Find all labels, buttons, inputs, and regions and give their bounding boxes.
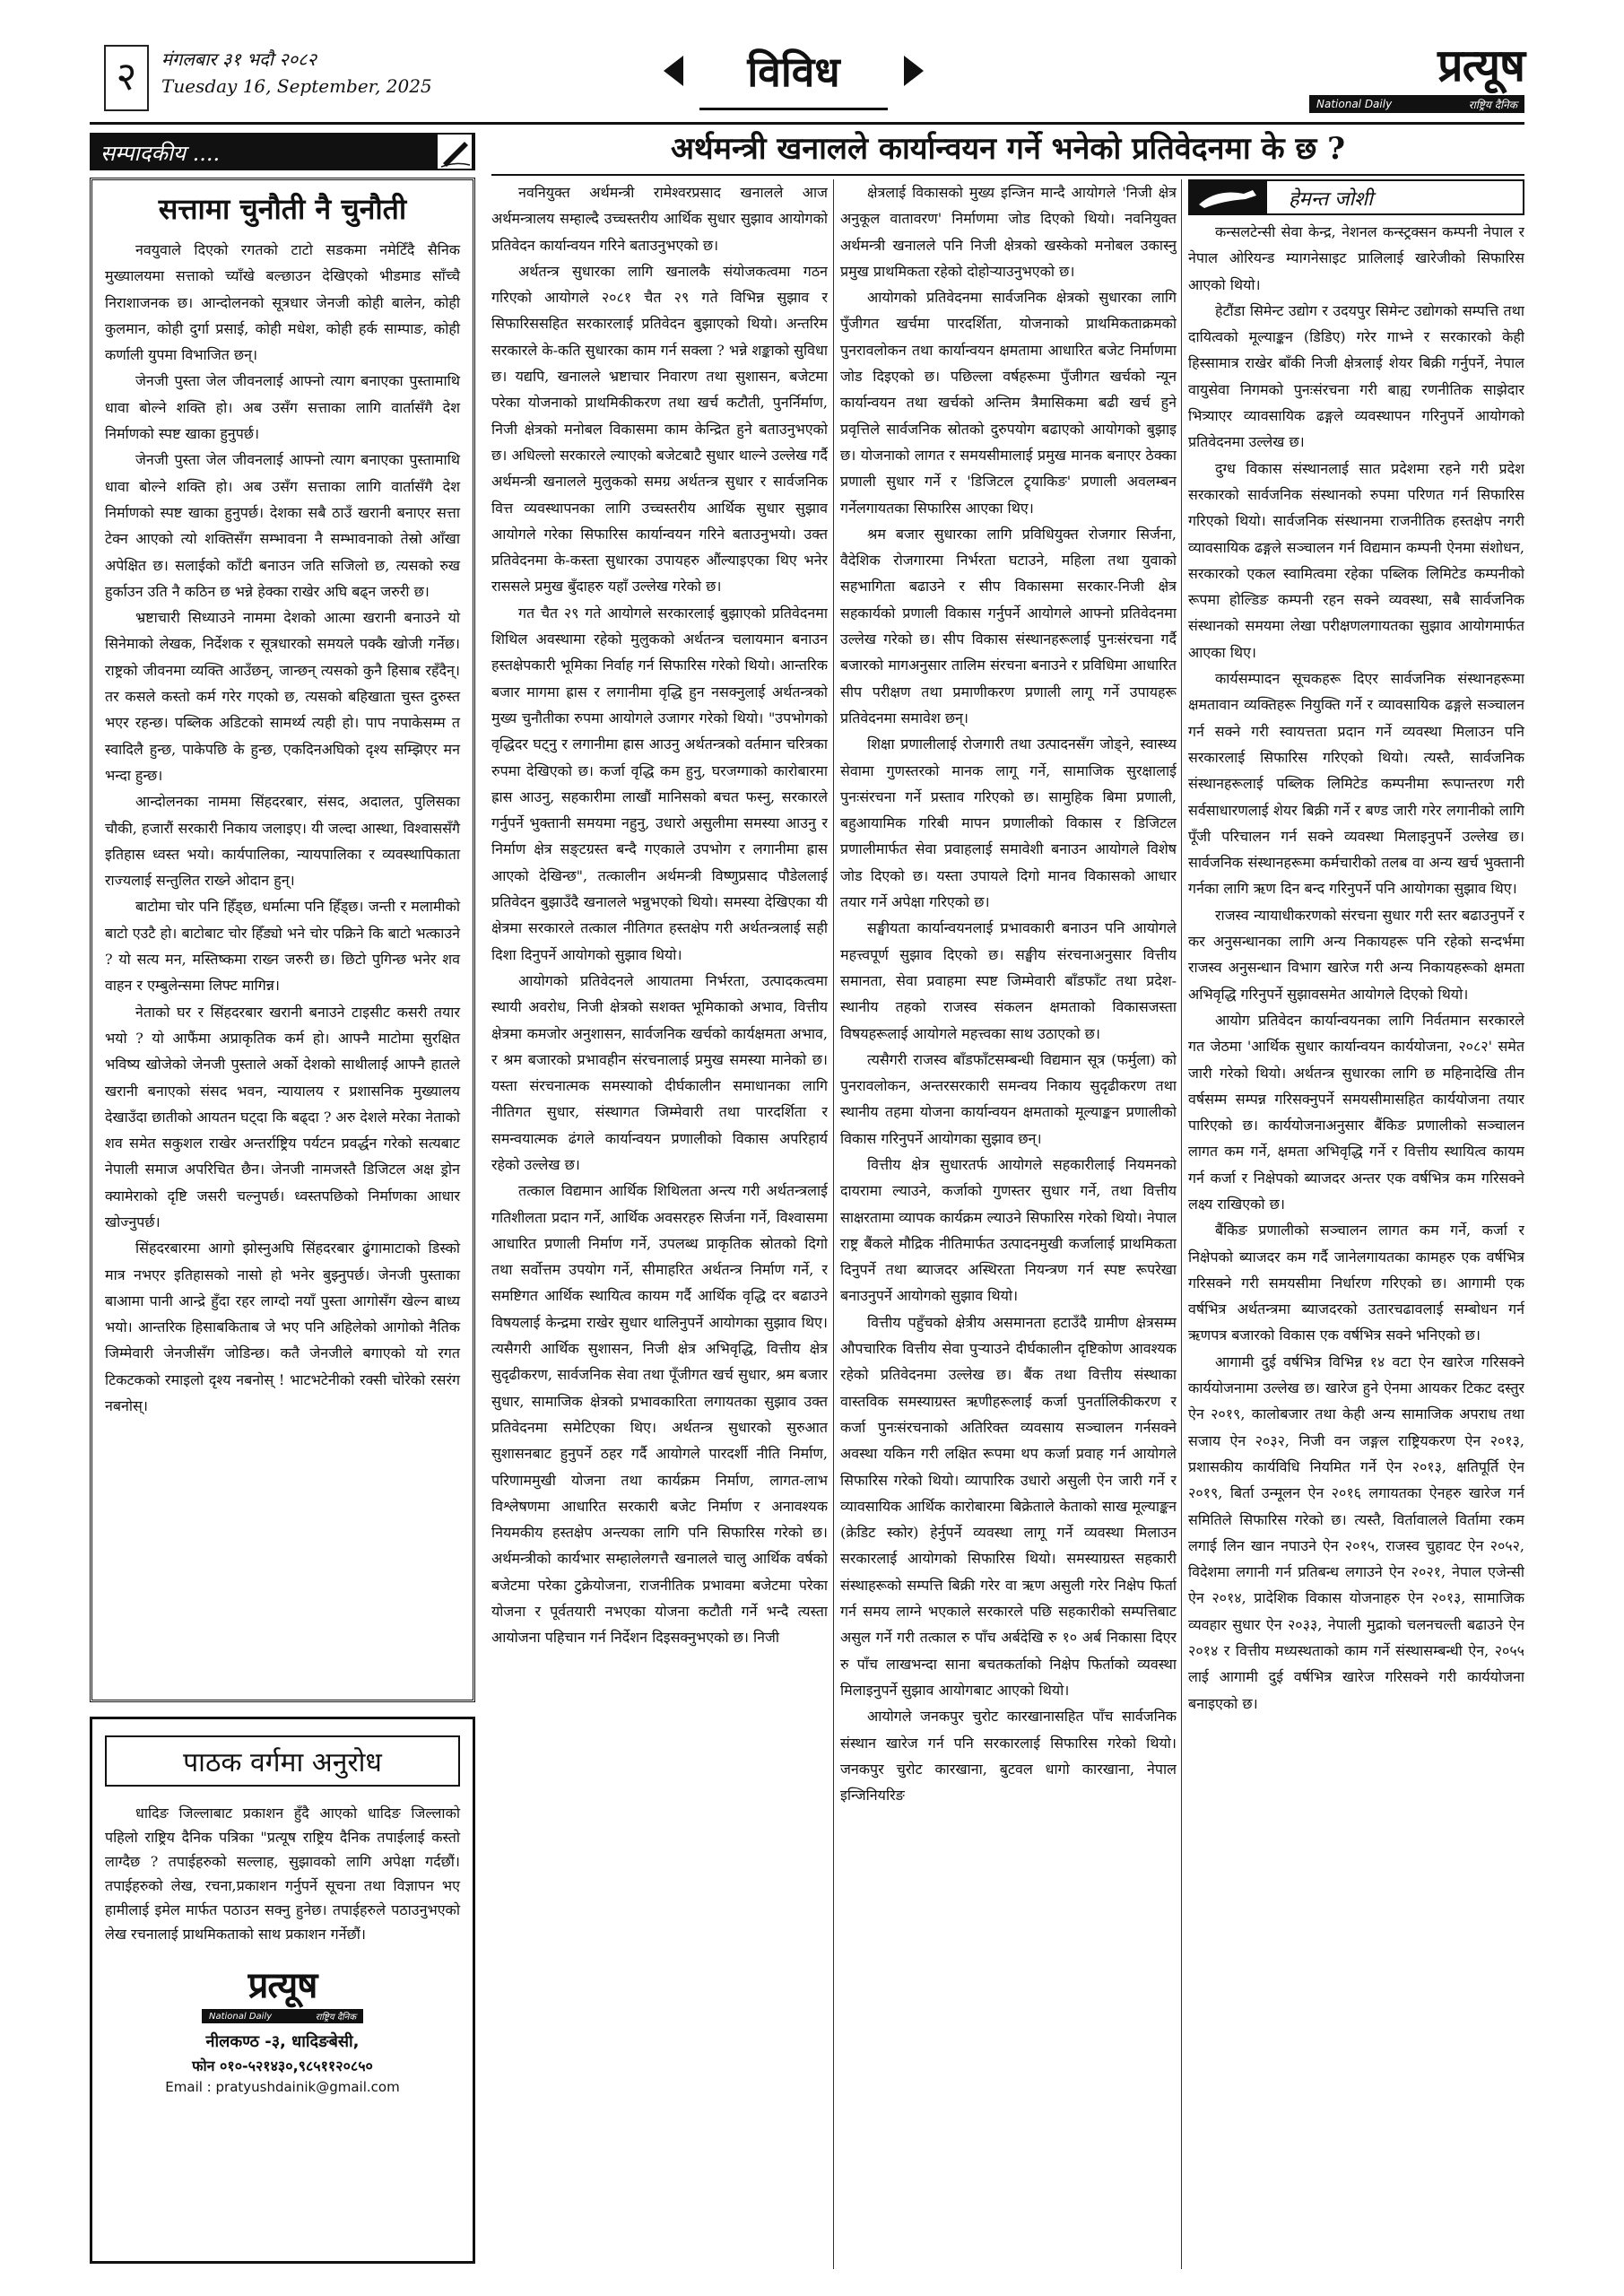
article-paragraph: वित्तीय क्षेत्र सुधारतर्फ आयोगले सहकारीलाई नियमनको दायरामा ल्याउने, कर्जाको गुणस्तर सुधार गर्ने, तथा वित्तीय साक्षरतामा व्यापक कार्यक्रम ल्याउने सिफारिस गरेको थियो। नेपाल राष्ट्र बैंकले मौद्रिक नीतिमार्फत उत्पादनमुखी कर्जालाई प्राथमिकता दिनुपर्ने तथा ब्याजदर अस्थिरता नियन्त्रण गर्न स्पष्ट रूपरेखा बनाउनुपर्ने आयोगको सुझाव थियो। <box>840 1155 1177 1305</box>
reader-request-title: पाठक वर्गमा अनुरोध <box>105 1735 460 1787</box>
editorial-title: सत्तामा चुनौती नै चुनौती <box>158 192 407 226</box>
article-headline: अर्थमन्त्री खनालले कार्यान्वयन गर्ने भनेको प्रतिवेदनमा के छ ? <box>670 131 1346 167</box>
article-paragraph: तत्काल विद्यमान आर्थिक शिथिलता अन्त्य गरी अर्थतन्त्रलाई गतिशीलता प्रदान गर्ने, आर्थिक अवसरहरु सिर्जना गर्ने, विश्वासमा आधारित प्रणाली निर्माण गर्ने, उपलब्ध प्राकृतिक स्रोतको दिगो तथा सर्वोत्तम उपयोग गर्ने, सीमाहरित अर्थतन्त्र निर्माण गर्ने, र समष्टिगत आर्थिक स्थायित्व कायम गर्दै आर्थिक वृद्धि दर बढाउने विषयलाई केन्द्रमा राखेर सुधार थालिनुपर्ने आयोगका सुझाव थिए। त्यसैगरी आर्थिक सुशासन, निजी क्षेत्र अभिवृद्धि, वित्तीय क्षेत्र सुदृढीकरण, सार्वजनिक सेवा तथा पूँजीगत खर्च सुधार, श्रम बजार सुधार, सामाजिक क्षेत्रको प्रभावकारिता लगायतका सुझाव उक्त प्रतिवेदनमा समेटिएका थिए। अर्थतन्त्र सुधारको सुरुआत सुशासनबाट हुनुपर्ने ठहर गर्दै आयोगले पारदर्शी नीति निर्माण, परिणाममुखी योजना तथा कार्यक्रम निर्माण, लागत-लाभ विश्लेषणमा आधारित सरकारी बजेट निर्माण र अनावश्यक नियमकीय हस्तक्षेप अन्त्यका लागि पनि सिफारिस गरेको छ। अर्थमन्त्रीको कार्यभार सम्हालेलगत्तै खनालले चालु आर्थिक वर्षको बजेटमा परेका टुक्रेयोजना, राजनीतिक प्रभावमा बजेटमा परेका योजना र पूर्वतयारी नभएका योजना कटौती गर्ने भन्दै त्यस्ता आयोजना पहिचान गर्न निर्देशन दिइसक्नुभएको छ। निजी <box>491 1182 828 1647</box>
article-paragraph: बैंकिङ प्रणालीको सञ्चालन लागत कम गर्ने, कर्जा र निक्षेपको ब्याजदर कम गर्दै जानेलगायतका कामहरु एक वर्षभित्र गरिसक्ने गरी समयसीमा निर्धारण गरिएको छ। आगामी एक वर्षभित्र अर्थतन्त्रमा ब्याजदरको उतारचढावलाई सम्बोधन गर्न ऋणपत्र बजारको विकास एक वर्षभित्र सक्ने भनिएको छ। <box>1188 1222 1524 1344</box>
page-header <box>90 36 1524 118</box>
article-paragraph: कन्सलटेन्सी सेवा केन्द्र, नेशनल कन्स्ट्रक्सन कम्पनी नेपाल र नेपाल ओरियन्ड म्यागनेसाइट प्रालिलाई खारेजीको सिफारिस आएको थियो। <box>1188 223 1524 293</box>
page-number: २ <box>104 45 149 111</box>
masthead-logo <box>1309 39 1524 113</box>
headline-rule <box>491 174 1524 176</box>
article-paragraph: सङ्घीयता कार्यान्वयनलाई प्रभावकारी बनाउन पनि आयोगले महत्त्वपूर्ण सुझाव दिएको छ। सङ्घीय संरचनाअनुसार वित्तीय समानता, सेवा प्रवाहमा स्पष्ट जिम्मेवारी बाँडफाँट तथा प्रदेश-स्थानीय तहको राजस्व संकलन क्षमताको विकासजस्ता विषयहरूलाई आयोगले महत्त्वका साथ उठाएको छ। <box>840 919 1177 1042</box>
section-header <box>664 43 924 115</box>
footer-logo <box>202 1964 363 2023</box>
logo-name: प्रत्यूष <box>248 1964 317 2006</box>
article-paragraph: आयोग प्रतिवेदन कार्यान्वयनका लागि निर्वतमान सरकारले गत जेठमा 'आर्थिक सुधार कार्यान्वयन कार्ययोजना, २०८२' समेत जारी गरेको थियो। अर्थतन्त्र सुधारका लागि छ महिनादेखि तीन वर्षसम्म सम्पन्न गरिसक्नुपर्ने समयसीमासहित कार्ययोजना तयार पारिएको छ। कार्ययोजनाअनुसार बैंकिङ प्रणालीको सञ्चालन लागत कम गर्ने, क्षमता अभिवृद्धि गर्ने र वित्तीय स्थायित्व कायम गर्न कर्जा र निक्षेपको ब्याजदर अन्तर एक वर्षभित्र कम गरिसक्ने लक्ष्य राखिएको छ। <box>1188 1011 1524 1213</box>
article-column-2 <box>840 179 1177 2269</box>
article-paragraph: श्रम बजार सुधारका लागि प्रविधियुक्त रोजगार सिर्जना, वैदेशिक रोजगारमा निर्भरता घटाउने, महिला तथा युवाको सहभागिता बढाउने र सीप विकासमा सरकार-निजी क्षेत्र सहकार्यको प्रणाली विकास गर्नुपर्ने आयोगले आफ्नो प्रतिवेदनमा उल्लेख गरेको छ। सीप विकास संस्थानहरूलाई पुनःसंरचना गर्दै बजारको मागअनुसार तालिम संरचना बनाउने र प्रविधिमा आधारित सीप परीक्षण तथा प्रमाणीकरण प्रणाली लागू गर्ने उपायहरू प्रतिवेदनमा समावेश छन्। <box>840 525 1177 726</box>
article-paragraph: राजस्व न्यायाधीकरणको संरचना सुधार गरी स्तर बढाउनुपर्ने र कर अनुसन्धानका लागि अन्य निकायहरू पनि रहेको सन्दर्भमा राजस्व अनुसन्धान विभाग खारेज गरी अन्य निकायहरूको क्षमता अभिवृद्धि गरिनुपर्ने सुझावसमेत आयोगले दिएको थियो। <box>1188 906 1524 1003</box>
article-paragraph: क्षेत्रलाई विकासको मुख्य इन्जिन मान्दै आयोगले 'निजी क्षेत्र अनुकूल वातावरण' निर्माणमा जोड दिएको थियो। नवनियुक्त अर्थमन्त्री खनालले पनि निजी क्षेत्रको खस्केको मनोबल उकास्नु प्रमुख प्राथमिकता रहेको दोहोऱ्याउनुभएको छ। <box>840 184 1177 280</box>
pen-icon <box>436 135 472 169</box>
logo-tagline <box>202 2009 363 2023</box>
logo-tag-nepali: राष्ट्रिय दैनिक <box>1468 98 1517 111</box>
date-nepali: मंगलबार ३१ भदौ २०८२ <box>161 48 317 70</box>
article-paragraph: हेटौंडा सिमेन्ट उद्योग र उदयपुर सिमेन्ट उद्योगको सम्पत्ति तथा दायित्वको मूल्याङ्कन (डिडिए) गरेर गाभ्ने र सरकारको केही हिस्सामात्र राखेर बाँकी निजी क्षेत्रलाई शेयर बिक्री गर्नुपर्ने, नेपाल वायुसेवा निगमको पुनःसंरचना गरी बाह्य रणनीतिक साझेदार भित्र्याएर व्यावसायिक ढङ्गले व्यवस्थापन गरिनुपर्ने आयोगको प्रतिवेदनमा उल्लेख छ। <box>1188 301 1524 451</box>
editorial-label: सम्पादकीय .... <box>90 133 475 170</box>
header-rule <box>90 122 1524 125</box>
arrow-left-icon <box>664 56 683 86</box>
editorial-paragraph: नेताको घर र सिंहदरबार खरानी बनाउने टाइसीट कसरी तयार भयो ? यो आफैंमा अप्राकृतिक कर्म हो। आफ्नै माटोमा सुरक्षित भविष्य खोजेको जेनजी पुस्ताले अर्को देशको साथीलाई आफ्नै हातले खरानी बनाएको संसद भवन, न्यायालय र प्रशासनिक मुख्यालय देखाउँदा छातीको आयतन घट्दा कि बढ्दा ? अरु देशले मरेका नेताको शव समेत सकुशल राखेर अन्तर्राष्ट्रिय पर्यटन प्रवर्द्धन गरेको सत्यबाट नेपाली समाज अपरिचित छैन। जेनजी नामजस्तै डिजिटल अक्ष ड्रोन क्यामेराको दृष्टि जसरी चल्नुपर्छ। ध्वस्तपछिको निर्माणका आधार खोज्नुपर्छ। <box>105 1003 460 1231</box>
logo-tag-english: National Daily <box>209 2011 273 2022</box>
editorial-paragraph: आन्दोलनका नाममा सिंहदरबार, संसद, अदालत, पुलिसका चौकी, हजारौं सरकारी निकाय जलाइए। यी जल्दा आस्था, विश्वाससँगै इतिहास ध्वस्त भयो। कार्यपालिका, न्यायपालिका र व्यवस्थापिकाता राज्यलाई सन्तुलित राख्ने ओदान हुन्। <box>105 793 460 890</box>
author-name: हेमन्त जोशी <box>1289 188 1373 211</box>
editorial-paragraph: नवयुवाले दिएको रगतको टाटो सडकमा नमेटिँदै सैनिक मुख्यालयमा सत्ताको च्याँखे बल्छाउन देखिएको भीडमाड साँच्चै निराशाजनक छ। आन्दोलनको सूत्रधार जेनजी कोही बालेन, कोही कुलमान, कोही दुर्गा प्रसाई, कोही मधेश, कोही हर्क साम्पाङ, कोही कर्णाली युपमा विभाजित छन्। <box>105 241 460 364</box>
logo-tag-english: National Daily <box>1316 98 1393 110</box>
editorial-body <box>105 237 460 1419</box>
article-column-3 <box>1188 219 1524 2269</box>
article-paragraph: आगामी दुई वर्षभित्र विभिन्न १४ वटा ऐन खारेज गरिसक्ने कार्ययोजनामा उल्लेख छ। खारेज हुने ऐनमा आयकर टिकट दस्तुर ऐन २०१९, कालोबजार तथा केही अन्य सामाजिक अपराध तथा सजाय ऐन २०३२, निजी वन जङ्गल राष्ट्रियकरण ऐन २०१३, प्रशासकीय कार्यविधि नियमित गर्ने ऐन २०१३, क्षतिपूर्ति ऐन २०१९, बिर्ता उन्मूलन ऐन २०१६ लगायतका ऐनहरु खारेज गर्न समितिले सिफारिस गरेको छ। त्यस्तै, विर्तावालले विर्तामा रकम लगाई लिन खान नपाउने ऐन २०१५, राजस्व चुहावट ऐन २०५२, विदेशमा लगानी गर्न प्रतिबन्ध लगाउने ऐन २०२१, नेपाल एजेन्सी ऐन २०१४, प्रादेशिक विकास योजनाहरु ऐन २०१३, सामाजिक व्यवहार सुधार ऐन २०३३, नेपाली मुद्राको चलनचल्ती बढाउने ऐन २०१४ र वित्तीय मध्यस्थताको काम गर्ने संस्थासम्बन्धी ऐन, २०५५ लाई आगामी दुई वर्षभित्र खारेज गरिसक्ने गरी कार्ययोजना बनाइएको छ। <box>1188 1352 1524 1712</box>
logo-name: प्रत्यूष <box>1437 39 1524 91</box>
editorial-box <box>90 178 475 1702</box>
email-link[interactable]: Email : pratyushdainik@gmail.com <box>165 2079 400 2095</box>
editorial-paragraph: बाटोमा चोर पनि हिँड्छ, धर्मात्मा पनि हिँड्छ। जन्ती र मलामीको बाटो एउटै हो। बाटोबाट चोर हिँड्यो भने चोर पक्रिने कि बाटो भत्काउने ? यो सत्य मन, मस्तिष्कमा राख्न जरुरी छ। छिटो पुगिन्छ भनेर शव वाहन र एम्बुलेन्समा लिफ्ट मागिन्न। <box>105 898 460 995</box>
author-byline <box>1188 179 1524 215</box>
article-paragraph: कार्यसम्पादन सूचकहरू दिएर सार्वजनिक संस्थानहरूमा क्षमतावान व्यक्तिहरू नियुक्ति गर्ने र व्यावसायिक ढङ्गले सञ्चालन गर्न सक्ने गरी स्वायत्तता प्रदान गर्ने व्यवस्था मिलाउन पनि सरकारलाई सिफारिस गरिएको थियो। त्यस्तै, सार्वजनिक संस्थानहरूलाई पब्लिक लिमिटेड कम्पनीमा रूपान्तरण गरी सर्वसाधारणलाई शेयर बिक्री गर्ने र बण्ड जारी गरेर लगानीको लागि पूँजी परिचालन गर्न सक्ने व्यवस्था मिलाइनुपर्ने उल्लेख छ। सार्वजनिक संस्थानहरूमा कर्मचारीको तलब वा अन्य खर्च भुक्तानी गर्नका लागि ऋण दिन बन्द गरिनुपर्ने पनि आयोगका सुझाव थिए। <box>1188 670 1524 898</box>
article-paragraph: वित्तीय पहुँचको क्षेत्रीय असमानता हटाउँदै ग्रामीण क्षेत्रसम्म औपचारिक वित्तीय सेवा पुऱ्याउने दीर्घकालीन दृष्टिकोण आवश्यक रहेको प्रतिवेदनमा उल्लेख छ। बैंक तथा वित्तीय संस्थाका वास्तविक समस्याग्रस्त ऋणीहरूलाई कर्जा पुनर्तालिकीकरण र कर्जा पुनःसंरचनाको अतिरिक्त व्यवसाय सञ्चालन गर्नसक्ने अवस्था यकिन गरी लक्षित रूपमा थप कर्जा प्रवाह गर्न आयोगले सिफारिस गरेको थियो। व्यापारिक उधारो असुली ऐन जारी गर्ने र व्यावसायिक आर्थिक कारोबारमा बिक्रेताले केताको साख मूल्याङ्कन (क्रेडिट स्कोर) हेर्नुपर्ने व्यवस्था लागू गर्ने व्यवस्था मिलाउन सरकारलाई आयोगको सिफारिस थियो। समस्याग्रस्त सहकारी संस्थाहरूको सम्पत्ति बिक्री गरेर वा ऋण असुली गरेर निक्षेप फिर्ता गर्न समय लाग्ने भएकाले सरकारले पछि सहकारीको सम्पत्तिबाट असुल गर्ने गरी तत्काल रु पाँच अर्बदेखि रु १० अर्ब निकासा दिएर रु पाँच लाखभन्दा साना बचतकर्ताको निक्षेप फिर्ताको व्यवस्था मिलाइनुपर्ने सुझाव आयोगबाट आएको थियो। <box>840 1313 1177 1699</box>
logo-tag-nepali: राष्ट्रिय दैनिक <box>315 2013 356 2022</box>
editorial-paragraph: जेनजी पुस्ता जेल जीवनलाई आफ्नो त्याग बनाएका पुस्तामाथि धावा बोल्ने शक्ति हो। अब उसँग सत्ताका लागि वार्तासँगै देश निर्माणको स्पष्ट खाका हुनुपर्छ। <box>105 372 460 443</box>
phone: फोन ०१०-५२१४३०,९८५११२०८५० <box>192 2057 373 2074</box>
article-paragraph: गत चैत २९ गते आयोगले सरकारलाई बुझाएको प्रतिवेदनमा शिथिल अवस्थामा रहेको मुलुकको अर्थतन्त्र चलायमान बनाउन हस्तक्षेपकारी भूमिका निर्वाह गर्न सिफारिस गरेको थियो। आन्तरिक बजार मागमा ह्रास र लगानीमा वृद्धि हुन नसक्नुलाई अर्थतन्त्रको मुख्य चुनौतीका रुपमा आयोगले उजागर गरेको थियो। "उपभोगको वृद्धिदर घट्नु र लगानीमा ह्रास आउनु अर्थतन्त्रको वर्तमान चरित्रका रुपमा देखिएको छ। कर्जा वृद्धि कम हुनु, घरजग्गाको कारोबारमा ह्रास आउनु, सहकारीमा लाखौं मानिसको बचत फस्नु, सरकारले गर्नुपर्ने भुक्तानी समयमा नहुनु, उधारो असुलीमा समस्या आउनु र निर्माण क्षेत्र सङ्टग्रस्त बन्दै गएकाले उपभोग र लगानीमा ह्रास आएको देखिन्छ", तत्कालीन अर्थमन्त्री विष्णुप्रसाद पौडेललाई प्रतिवेदन बुझाउँदै खनालले भन्नुभएको थियो। समस्या देखिएका यी क्षेत्रमा सरकारले तत्काल नीतिगत हस्तक्षेप गरी अर्थतन्त्रलाई सही दिशा दिनुपर्ने आयोगको सुझाव थियो। <box>491 604 828 963</box>
article-paragraph: त्यसैगरी राजस्व बाँडफाँटसम्बन्धी विद्यमान सूत्र (फर्मुला) को पुनरावलोकन, अन्तरसरकारी समन्वय निकाय सुदृढीकरण तथा स्थानीय तहमा योजना कार्यान्वयन क्षमताको मूल्याङ्कन प्रणालीको विकास गरिनुपर्ने आयोगका सुझाव छन्। <box>840 1050 1177 1147</box>
section-underline <box>699 108 888 110</box>
column-divider <box>1181 179 1182 2269</box>
article-paragraph: नवनियुक्त अर्थमन्त्री रामेश्वरप्रसाद खनालले आज अर्थमन्त्रालय सम्हाल्दै उच्चस्तरीय आर्थिक सुधार सुझाव आयोगको प्रतिवेदन कार्यान्वयन गरिने बताउनुभएको छ। <box>491 184 828 254</box>
address: नीलकण्ठ -३, धादिङबेसी, <box>205 2032 360 2051</box>
article-paragraph: आयोगले जनकपुर चुरोट कारखानासहित पाँच सार्वजनिक संस्थान खारेज गर्न पनि सरकारलाई सिफारिस गरेको थियो। जनकपुर चुरोट कारखाना, बुटवल धागो कारखाना, नेपाल इन्जिनियरिङ <box>840 1708 1177 1805</box>
arrow-right-icon <box>904 56 924 86</box>
section-title: विविध <box>747 48 840 96</box>
editorial-paragraph: सिंहदरबारमा आगो झोस्नुअघि सिंहदरबार ढुंगामाटाको डिस्को मात्र नभएर इतिहासको नासो हो भनेर बुझ्नुपर्छ। जेनजी पुस्ताका बाआमा पानी आन्द्रे हुँदा रहर लाग्दो नयाँ पुस्ता आगोसँग खेल्न बाध्य भयो। आन्तरिक हिसाबकिताब जे भए पनि अहिलेको आगोको नैतिक जिम्मेवारी जेनजीसँग जोडिन्छ। कतै जेनजीले बगाएको यो रगत टिकटकको रमाइलो दृश्य नबनोस् ! भाटभटेनीको रक्सी चोरेको रसरंग नबनोस्। <box>105 1239 460 1415</box>
article-paragraph: दुग्ध विकास संस्थानलाई सात प्रदेशमा रहने गरी प्रदेश सरकारको सार्वजनिक संस्थानको रुपमा परिणत गर्न सिफारिस गरिएको थियो। सार्वजनिक संस्थानमा राजनीतिक हस्तक्षेप नगरी व्यावसायिक ढङ्गले सञ्चालन गर्न विद्यमान कम्पनी ऐनमा संशोधन, सरकारको एकल स्वामित्वमा रहेका पब्लिक लिमिटेड कम्पनीको रूपमा होल्डिङ कम्पनी रहन सक्ने व्यवस्था, सबै सार्वजनिक संस्थानको समयमा लेखा परीक्षणलगायतका सुझाव आयोगमार्फत आएका थिए। <box>1188 459 1524 661</box>
article-paragraph: आयोगको प्रतिवेदनमा सार्वजनिक क्षेत्रको सुधारका लागि पुँजीगत खर्चमा पारदर्शिता, योजनाको प्राथमिकताक्रमको पुनरावलोकन तथा कार्यान्वयन क्षमतामा आधारित बजेट निर्माणमा जोड दिइएको छ। पछिल्ला वर्षहरूमा पुँजीगत खर्चको न्यून कार्यान्वयन तथा खर्चको अन्तिम त्रैमासिकमा बढी खर्च हुने प्रवृत्तिले सार्वजनिक स्रोतको दुरुपयोग बढाएको आयोगको बुझाइ छ। योजनाको लागत र समयसीमालाई प्रमुख मानक बनाएर ठेक्का प्रणाली सुधार गर्ने र 'डिजिटल ट्र्याकिङ' प्रणाली अवलम्बन गर्नेलगायतका सिफारिस आएका थिए। <box>840 289 1177 517</box>
reader-request-box <box>90 1717 475 2264</box>
article-paragraph: अर्थतन्त्र सुधारका लागि खनालकै संयोजकत्वमा गठन गरिएको आयोगले २०८१ चैत २९ गते विभिन्न सुझाव र सिफारिससहित सरकारलाई प्रतिवेदन बुझाएको थियो। अन्तरिम सरकारले के-कति सुधारका काम गर्न सक्ला ? भन्ने शङ्काको सुविधा छ। यद्यपि, खनालले भ्रष्टाचार निवारण तथा सुशासन, बजेटमा परेका योजनाको प्राथमिकीकरण तथा खर्च कटौती, पुनर्निर्माण, निजी क्षेत्रको मनोबल विकासमा काम केन्द्रित हुने बताउनुभएको छ। अधिल्लो सरकारले ल्याएको बजेटबाटै सुधार थाल्ने उल्लेख गर्दै अर्थमन्त्री खनालले मुलुकको समग्र अर्थतन्त्र सुधार र सार्वजनिक वित्त व्यवस्थापनका लागि उच्चस्तरीय आर्थिक सुधार सुझाव आयोगले गरेका सिफारिस कार्यान्वयन गरिने बताउनुभयो। उक्त प्रतिवेदनमा के-कस्ता सुधारका उपायहरु औंल्याइएका थिए भनेर राससले प्रमुख बुँदाहरु यहाँ उल्लेख गरेको छ। <box>491 262 828 596</box>
reader-request-text: धादिङ जिल्लाबाट प्रकाशन हुँदै आएको धादिङ जिल्लाको पहिलो राष्ट्रिय दैनिक पत्रिका "प्रत्यूष राष्ट्रिय दैनिक तपाईलाई कस्तो लाग्दैछ ? तपाईहरुको सल्लाह, सुझावको लागि अपेक्षा गर्दछौं। तपाईहरुको लेख, रचना,प्रकाशन गर्नुपर्ने सूचना तथा विज्ञापन भए हामीलाई इमेल मार्फत पठाउन सक्नु हुनेछ। तपाईहरुले पठाउनुभएको लेख रचनालाई प्राथमिकताको साथ प्रकाशन गर्नेछौं। <box>105 1805 460 1943</box>
editorial-paragraph: जेनजी पुस्ता जेल जीवनलाई आफ्नो त्याग बनाएका पुस्तामाथि धावा बोल्ने शक्ति हो। अब उसँग सत्ताका लागि वार्तासँगै देश निर्माणको स्पष्ट खाका हुनुपर्छ। देशका सबै ठाउँ खरानी बनाएर सत्ता टेक्न आएको त्यो शक्तिसँग सम्भावना नै सम्भावनाको तेस्रो आँखा अपेक्षित छ। सलाईको काँटी बनाउन जति सजिलो छ, त्यसको रुख हुर्काउन उति नै कठिन छ भन्ने हेक्का राखेर अघि बढ्न जरुरी छ। <box>105 451 460 600</box>
date-english: Tuesday 16, September, 2025 <box>161 75 432 97</box>
article-paragraph: आयोगको प्रतिवेदनले आयातमा निर्भरता, उत्पादकत्वमा स्थायी अवरोध, निजी क्षेत्रको सशक्त भूमिकाको अभाव, वित्तीय क्षेत्रमा कमजोर अनुशासन, सार्वजनिक खर्चको कार्यक्षमता अभाव, र श्रम बजारको प्रभावहीन संरचनालाई प्रमुख समस्या मानेको छ। यस्ता संरचनात्मक समस्याको दीर्घकालीन समाधानका लागि नीतिगत सुधार, संस्थागत जिम्मेवारी तथा पारदर्शिता र समन्वयात्मक ढंगले कार्यान्वयन प्रणालीको विकास अपरिहार्य रहेको उल्लेख छ। <box>491 971 828 1173</box>
logo-tagline <box>1309 95 1524 113</box>
column-divider <box>833 179 834 2269</box>
editorial-paragraph: भ्रष्टाचारी सिध्याउने नाममा देशको आत्मा खरानी बनाउने यो सिनेमाको लेखक, निर्देशक र सूत्रधारको समयले पक्कै खोजी गर्नेछ। राष्ट्रको जीवनमा व्यक्ति आउँछन्, जान्छन् त्यसको कुनै हिसाब रहँदैन्। तर कसले कस्तो कर्म गरेर गएको छ, त्यसको बहिखाता चुस्त दुरुस्त भएर रहन्छ। पब्लिक अडिटको सामर्थ्य त्यही हो। पाप नपाकेसम्म त स्वादिलै हुन्छ, पाकेपछि के हुन्छ, एकदिनअघिको दृश्य सम्झिएर मन भन्दा हुन्छ। <box>105 609 460 784</box>
writing-hand-icon <box>1190 181 1267 213</box>
article-paragraph: शिक्षा प्रणालीलाई रोजगारी तथा उत्पादनसँग जोड्ने, स्वास्थ्य सेवामा गुणस्तरको मानक लागू गर्ने, सामाजिक सुरक्षालाई पुनःसंरचना गर्ने प्रस्ताव गरिएको छ। सामुहिक बिमा प्रणाली, बहुआयामिक गरिबी मापन प्रणालीको विकास र डिजिटल प्रणालीमार्फत सेवा प्रवाहलाई समावेशी बनाउन आयोगले विशेष जोड दिएको छ। यस्ता उपायले दिगो मानव विकासको आधार तयार गर्ने अपेक्षा गरिएको छ। <box>840 735 1177 911</box>
article-column-1 <box>491 179 828 2269</box>
